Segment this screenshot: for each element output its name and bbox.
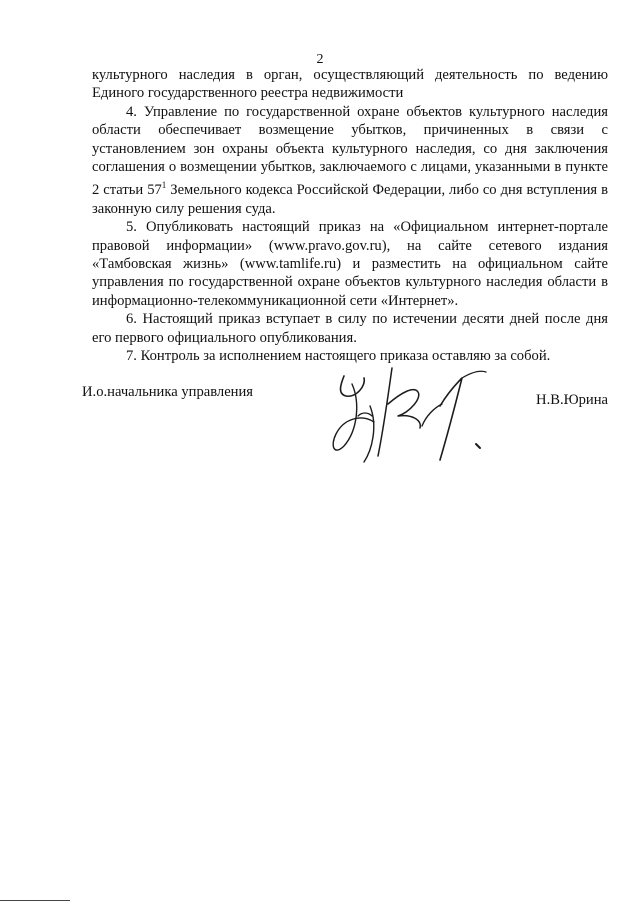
paragraph-4: [92, 103, 608, 218]
paragraph-7: 7. Контроль за исполнением настоящего приказа оставляю за собой.: [126, 347, 551, 364]
signer-name: Н.В.Юрина: [536, 392, 608, 408]
paragraph-4-rest: Земельного кодекса Российской Федерации, либо со дня вступления в законную силу решения суда.: [92, 182, 608, 217]
page-number: 2: [316, 52, 324, 67]
handwritten-signature: [322, 356, 502, 476]
document-body: [92, 66, 608, 365]
signature-block: [82, 384, 608, 408]
paragraph-6: 6. Настоящий приказ вступает в силу по истечении десяти дней после дня его первого официального опубликования.: [92, 311, 608, 346]
scan-edge-mark: [0, 900, 70, 901]
paragraph-4-text: 4. Управление по государственной охране объектов культурного наследия области обеспечивает возмещение убытков, причиненных в связи с установлением зон охраны объекта культурного наследия, со дня заключения соглашения о возмещении убытков, заключаемого с лицами, указанными в пункте 2 статьи 57: [92, 103, 608, 199]
paragraph-5: 5. Опубликовать настоящий приказ на «Официальном интернет-портале правовой информации» (www.pravo.gov.ru), на сайте сетевого издания «Тамбовская жизнь» (www.tamlife.ru) и разместить на официальном сайте управления по государственной охране объектов культурного наследия области в информационно-телекоммуникационной сети «Интернет».: [92, 219, 608, 309]
article-superscript: 1: [161, 180, 167, 191]
paragraph-continuation: культурного наследия в орган, осуществляющий деятельность по ведению Единого государственного реестра недвижимости: [92, 67, 608, 102]
signer-title: И.о.начальника управления: [82, 384, 254, 400]
